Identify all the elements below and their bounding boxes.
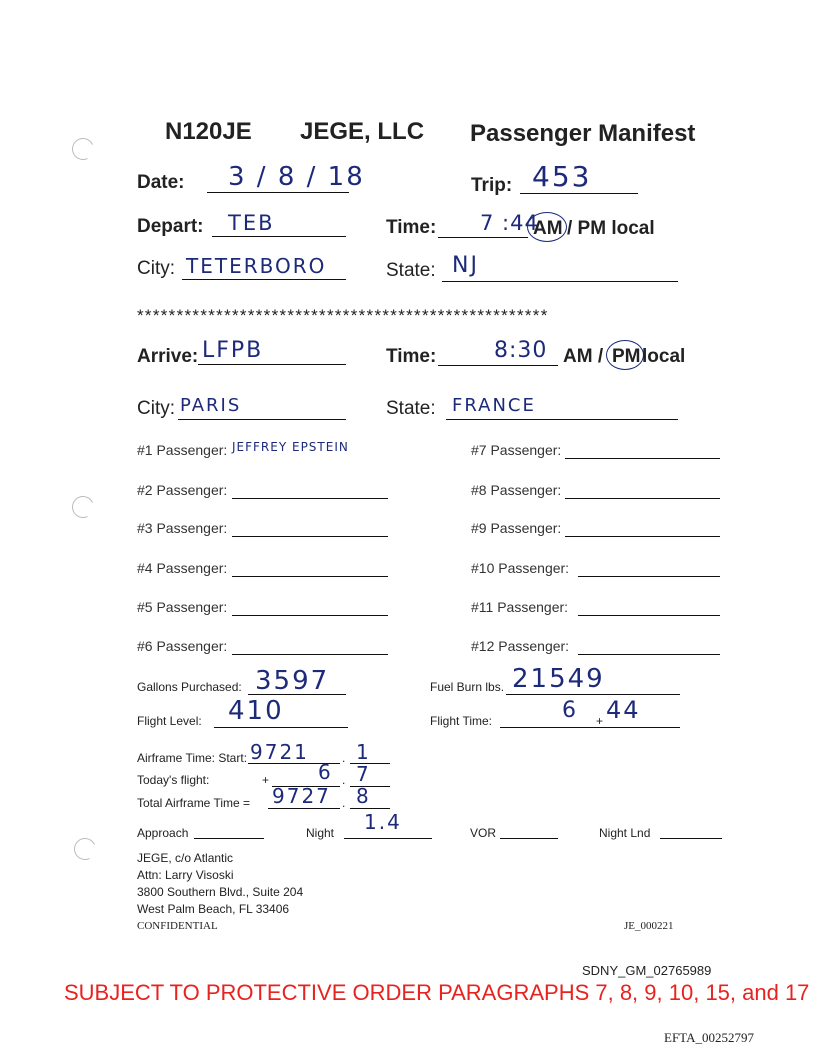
total-airframe-tenths-line [350, 808, 390, 809]
today-flight-label: Today's flight: [137, 773, 210, 787]
gallons-line [248, 694, 346, 695]
airframe-start-value: 9721 [250, 740, 309, 764]
arrive-am: AM / [563, 346, 604, 367]
sdny-bates-number: SDNY_GM_02765989 [582, 963, 712, 978]
tail-number: N120JE [165, 118, 252, 145]
passenger-9-label: #9 Passenger: [471, 520, 562, 536]
trip-label: Trip: [471, 175, 513, 196]
total-airframe-line [268, 808, 340, 809]
depart-state-value: NJ [452, 253, 479, 278]
address-line-3: 3800 Southern Blvd., Suite 204 [137, 885, 304, 899]
arrive-state-line [446, 419, 678, 420]
flight-level-line [214, 727, 348, 728]
passenger-11-label: #11 Passenger: [471, 599, 569, 615]
confidential-stamp: CONFIDENTIAL [137, 920, 218, 932]
trip-value: 453 [532, 160, 592, 193]
depart-am: AM [533, 218, 563, 239]
passenger-11-line [578, 615, 720, 616]
je-bates-number: JE_000221 [624, 920, 674, 932]
night-label: Night [306, 826, 335, 840]
address-line-4: West Palm Beach, FL 33406 [137, 902, 290, 916]
address-line-2: Attn: Larry Visoski [137, 868, 234, 882]
arrive-state-value: FRANCE [452, 395, 536, 416]
passenger-6-line [232, 654, 388, 655]
depart-city-value: TETERBORO [186, 254, 327, 278]
passenger-4-line [232, 576, 388, 577]
flight-level-label: Flight Level: [137, 714, 202, 728]
total-airframe-label: Total Airframe Time = [137, 796, 251, 810]
arrive-label: Arrive: [137, 346, 199, 367]
separator-stars: **************************************************** [137, 306, 549, 325]
passenger-2-label: #2 Passenger: [137, 482, 228, 498]
depart-label: Depart: [137, 216, 204, 237]
passenger-4-label: #4 Passenger: [137, 560, 228, 576]
approach-line [194, 838, 264, 839]
passenger-5-line [232, 615, 388, 616]
efta-number: EFTA_00252797 [664, 1030, 754, 1045]
depart-line [212, 236, 346, 237]
passenger-1-label: #1 Passenger: [137, 442, 228, 458]
airframe-start-tenths: 1 [356, 740, 371, 764]
fuel-burn-line [506, 694, 680, 695]
flight-time-label: Flight Time: [430, 714, 493, 728]
arrive-line [198, 364, 346, 365]
punch-hole-middle [69, 493, 97, 521]
approach-label: Approach [137, 826, 189, 840]
punch-hole-top [69, 135, 97, 163]
depart-value: TEB [228, 211, 275, 235]
trip-line [520, 193, 638, 194]
flight-time-line [500, 727, 680, 728]
arrive-state-label: State: [386, 398, 436, 419]
pm-circle [606, 340, 644, 370]
fuel-burn-value: 21549 [512, 664, 605, 694]
arrive-time-value: 8:30 [494, 338, 548, 363]
passenger-6-label: #6 Passenger: [137, 638, 228, 654]
total-airframe-dot: . [342, 796, 346, 810]
arrive-city-line [178, 419, 346, 420]
total-airframe-value: 9727 [272, 784, 331, 808]
passenger-3-line [232, 536, 388, 537]
total-airframe-tenths: 8 [356, 784, 371, 808]
passenger-3-label: #3 Passenger: [137, 520, 228, 536]
punch-hole-bottom [71, 835, 99, 863]
depart-time-line [438, 237, 528, 238]
vor-label: VOR [470, 826, 497, 840]
passenger-12-label: #12 Passenger: [471, 638, 570, 654]
arrive-value: LFPB [202, 338, 264, 363]
flight-time-hours: 6 [562, 698, 578, 723]
am-circle [527, 212, 567, 242]
today-flight-dot: . [342, 773, 346, 787]
arrive-local: local [642, 346, 686, 367]
date-label: Date: [137, 172, 185, 193]
passenger-8-label: #8 Passenger: [471, 482, 562, 498]
depart-state-line [442, 281, 678, 282]
airframe-start-dot: . [342, 751, 346, 765]
gallons-label: Gallons Purchased: [137, 680, 242, 694]
depart-city-line [182, 279, 346, 280]
arrive-time-line [438, 365, 558, 366]
protective-order-notice: SUBJECT TO PROTECTIVE ORDER PARAGRAPHS 7, 8, 9, 10, 15, and 17 [64, 980, 810, 1005]
date-value: 3 / 8 / 18 [228, 162, 365, 192]
flight-time-minutes: 44 [606, 696, 641, 724]
passenger-7-line [565, 458, 720, 459]
today-flight-plus: + [262, 773, 270, 787]
arrive-city-label: City: [137, 398, 175, 419]
arrive-time-label: Time: [386, 346, 437, 367]
passenger-9-line [565, 536, 720, 537]
night-value: 1.4 [364, 810, 402, 834]
depart-pm-local: / PM local [567, 218, 655, 239]
flight-time-plus: + [596, 714, 604, 728]
night-landing-line [660, 838, 722, 839]
arrive-city-value: PARIS [180, 395, 242, 416]
passenger-1-value: JEFFREY EPSTEIN [232, 440, 349, 454]
arrive-pm: PM [612, 346, 641, 367]
depart-city-label: City: [137, 258, 175, 279]
depart-time-label: Time: [386, 217, 437, 238]
night-line [344, 838, 432, 839]
night-landing-label: Night Lnd [599, 826, 651, 840]
depart-state-label: State: [386, 260, 436, 281]
date-line [207, 192, 349, 193]
airframe-start-label: Airframe Time: Start: [137, 751, 248, 765]
passenger-8-line [565, 498, 720, 499]
address-line-1: JEGE, c/o Atlantic [137, 851, 234, 865]
passenger-5-label: #5 Passenger: [137, 599, 228, 615]
passenger-10-line [578, 576, 720, 577]
page-title: Passenger Manifest [470, 120, 696, 147]
today-flight-tenths: 7 [356, 762, 371, 786]
company-name: JEGE, LLC [300, 118, 425, 145]
passenger-10-label: #10 Passenger: [471, 560, 570, 576]
depart-time-value: 7 :44 [480, 211, 539, 235]
flight-level-value: 410 [228, 696, 284, 726]
gallons-value: 3597 [255, 666, 330, 696]
passenger-2-line [232, 498, 388, 499]
today-flight-value: 6 [318, 760, 333, 784]
fuel-burn-label: Fuel Burn lbs. [430, 680, 505, 694]
passenger-7-label: #7 Passenger: [471, 442, 562, 458]
passenger-12-line [578, 654, 720, 655]
vor-line [500, 838, 558, 839]
